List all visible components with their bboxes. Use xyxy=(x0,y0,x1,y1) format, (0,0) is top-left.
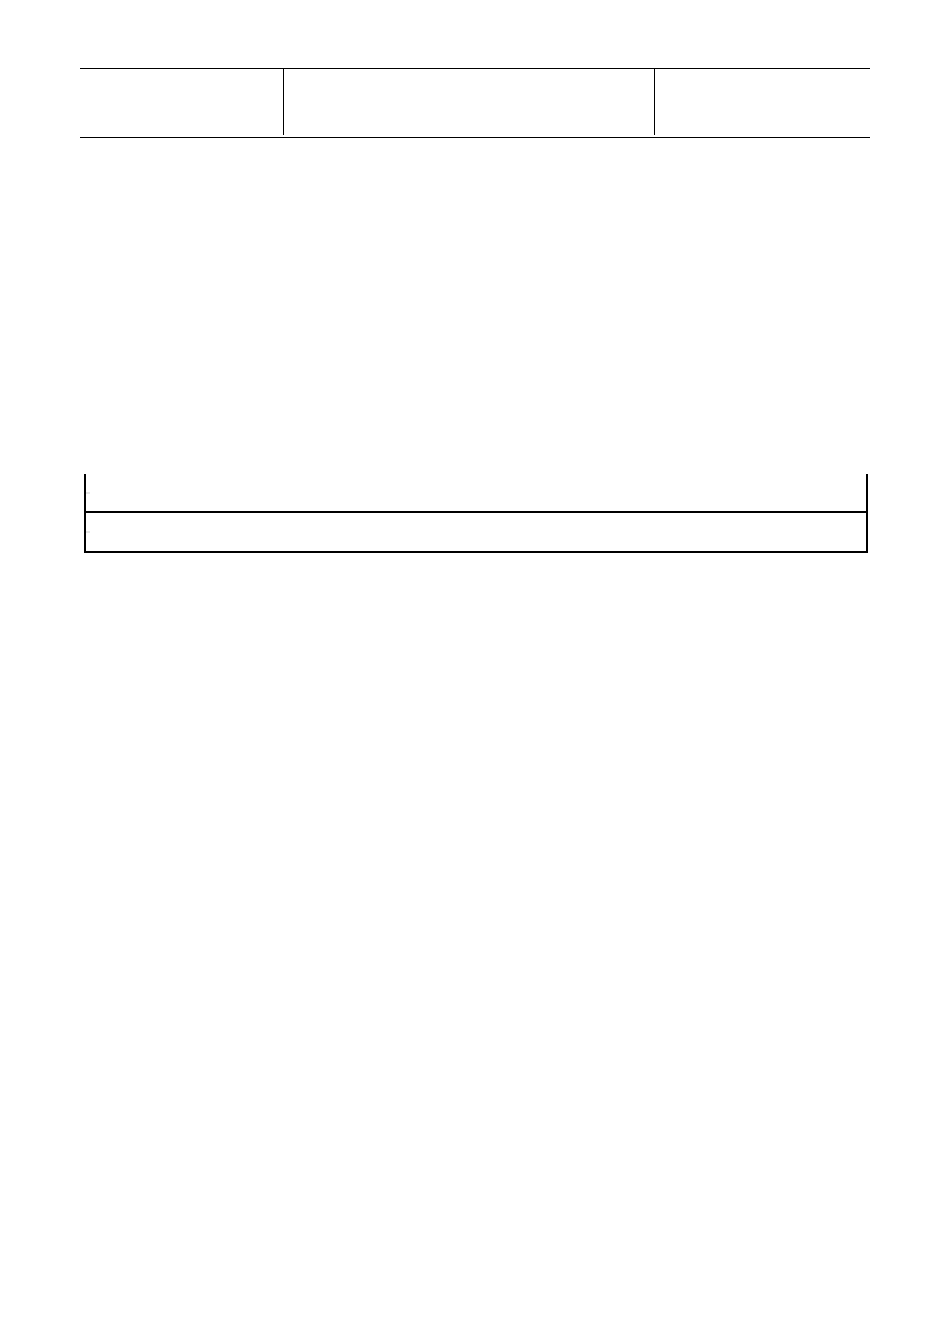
main-duty-label xyxy=(86,492,90,494)
duties-heading xyxy=(86,531,90,533)
header-motto xyxy=(283,69,655,135)
document-header xyxy=(80,68,870,138)
duties-heading-row xyxy=(84,511,868,553)
main-duty-row xyxy=(84,474,868,513)
header-meta xyxy=(80,69,283,137)
